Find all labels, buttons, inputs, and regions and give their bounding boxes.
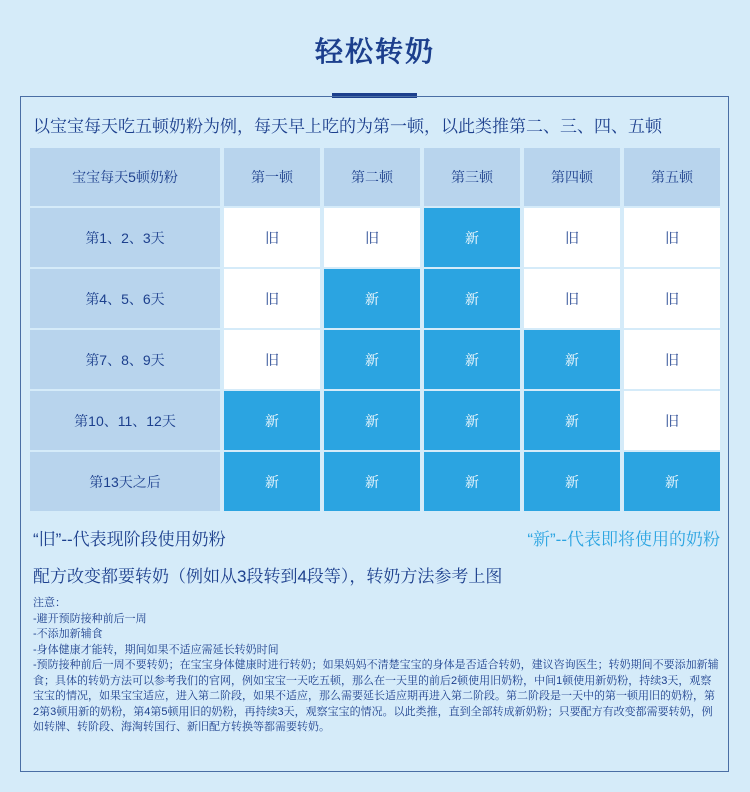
table-corner-header: 宝宝每天5顿奶粉 xyxy=(30,148,220,206)
column-header: 第一顿 xyxy=(224,148,320,206)
cell-new: 新 xyxy=(624,452,720,511)
legend-new: “新”--代表即将使用的奶粉 xyxy=(527,530,720,549)
schedule-table xyxy=(30,148,719,509)
cell-new: 新 xyxy=(524,391,620,450)
cell-new: 新 xyxy=(524,330,620,389)
cell-new: 新 xyxy=(324,330,420,389)
row-header: 第7、8、9天 xyxy=(30,330,220,389)
page-title: 轻松转奶 xyxy=(314,36,435,67)
cell-old: 旧 xyxy=(524,208,620,267)
column-header: 第四顿 xyxy=(524,148,620,206)
cell-old: 旧 xyxy=(224,269,320,328)
cell-new: 新 xyxy=(424,330,520,389)
cell-new: 新 xyxy=(424,391,520,450)
cell-new: 新 xyxy=(424,208,520,267)
cell-new: 新 xyxy=(324,452,420,511)
row-header: 第1、2、3天 xyxy=(30,208,220,267)
notes-section xyxy=(33,596,721,736)
column-header: 第三顿 xyxy=(424,148,520,206)
cell-old: 旧 xyxy=(324,208,420,267)
note-item: -身体健康才能转，期间如果不适应需延长转奶时间 xyxy=(33,643,279,656)
cell-old: 旧 xyxy=(524,269,620,328)
cell-old: 旧 xyxy=(624,330,720,389)
cell-new: 新 xyxy=(524,452,620,511)
cell-old: 旧 xyxy=(624,269,720,328)
column-header: 第五顿 xyxy=(624,148,720,206)
cell-old: 旧 xyxy=(624,208,720,267)
note-item: -预防接种前后一周不要转奶；在宝宝身体健康时进行转奶；如果妈妈不清楚宝宝的身体是否适合转奶，建议咨询医生；转奶期间不要添加新辅食；具体的转奶方法可以参考我们的官网，例如宝宝一天吃五顿，那么在一天里的前后2顿使用旧奶粉，中间1顿使用新奶粉，持续3天，观察宝宝的情况，如果宝宝适应，进入第二阶段，如果不适应，那么需要延长适应期再进入第二阶段。第二阶段是一天中的第一顿用旧的奶粉，第2第3顿用新的奶粉，第4第5顿用旧的奶粉，再持续3天，观察宝宝的情况。以此类推，直到全部转成新奶粉；只要配方有改变都需要转奶，例如转牌、转阶段、海淘转国行、新旧配方转换等都需要转奶。 xyxy=(33,659,719,733)
row-header: 第10、11、12天 xyxy=(30,391,220,450)
cell-new: 新 xyxy=(424,452,520,511)
cell-new: 新 xyxy=(324,391,420,450)
row-header: 第4、5、6天 xyxy=(30,269,220,328)
note-item: -避开预防接种前后一周 xyxy=(33,612,147,625)
notes-heading: 注意： xyxy=(33,597,66,609)
cell-old: 旧 xyxy=(624,391,720,450)
method-text: 配方改变都要转奶（例如从3段转到4段等），转奶方法参考上图 xyxy=(33,567,503,586)
column-header: 第二顿 xyxy=(324,148,420,206)
cell-new: 新 xyxy=(224,452,320,511)
intro-text: 以宝宝每天吃五顿奶粉为例，每天早上吃的为第一顿，以此类推第二、三、四、五顿 xyxy=(33,117,662,136)
cell-old: 旧 xyxy=(224,208,320,267)
cell-new: 新 xyxy=(224,391,320,450)
cell-new: 新 xyxy=(424,269,520,328)
cell-new: 新 xyxy=(324,269,420,328)
cell-old: 旧 xyxy=(224,330,320,389)
row-header: 第13天之后 xyxy=(30,452,220,511)
note-item: -不添加新辅食 xyxy=(33,628,103,640)
legend-old: “旧”--代表现阶段使用奶粉 xyxy=(33,530,226,549)
